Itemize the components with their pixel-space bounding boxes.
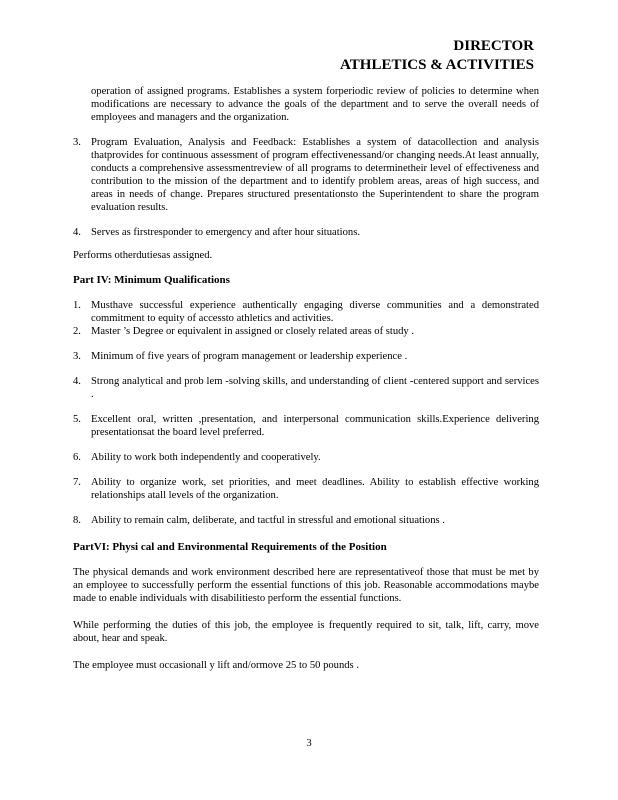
qualification-item [73,514,539,527]
qualification-text: Master ’s Degree or equivalent in assigned or closely related areas of study . [91,326,415,337]
qualification-text: Excellent oral, written ,presentation, and interpersonal communication skills.Experience delivering presentationsat the board level preferred. [91,414,539,438]
qualification-item [73,476,539,502]
qualification-number: 3. [73,351,81,362]
duty-text: Program Evaluation, Analysis and Feedback: Establishes a system of datacollection and analysis thatprovides for continuous assessment of program effectivenessand/or changing needs.At least annually, conducts a comprehensive assessmentreview of all programs to determinetheir level of effectiveness and contribution to the mission of the department and to identify problem areas, areas of high success, and areas in needs of change. Prepares structured presentationsto the Superintendent to share the program evaluation results. [91,137,539,213]
page-number: 3 [306,738,312,749]
qualification-number: 8. [73,515,81,526]
qualification-number: 4. [73,376,81,387]
document-title-line1: DIRECTOR [453,38,534,54]
qualification-item [73,451,539,464]
duty-number: 4. [73,227,81,238]
qualification-text: Ability to work both independently and cooperatively. [91,452,321,463]
qualification-item [73,375,539,401]
qualification-number: 5. [73,414,81,425]
qualification-item [73,325,539,338]
part6-paragraph: The physical demands and work environment described here are representativeof those that must be met by an employee to successfully perform the essential functions of this job. Reasonable accommodations maybe made to enable individuals with disabilitiesto perform the essential functions. [73,567,539,604]
duty-text: Serves as firstresponder to emergency and after hour situations. [91,227,360,238]
part6-paragraph: While performing the duties of this job, the employee is frequently required to sit, talk, lift, carry, move about, hear and speak. [73,620,539,644]
document-title-line2: ATHLETICS & ACTIVITIES [340,57,534,73]
qualification-text: Musthave successful experience authentically engaging diverse communities and a demonstrated commitment to equity of accessto athletics and activities. [91,300,539,324]
qualification-text: Ability to remain calm, deliberate, and tactful in stressful and emotional situations . [91,515,445,526]
part6-heading: PartVI: Physi cal and Environmental Requirements of the Position [73,541,387,553]
qualification-item [73,413,539,439]
qualification-number: 1. [73,300,81,311]
qualification-text: Ability to organize work, set priorities, and meet deadlines. Ability to establish effective working relationships atall levels of the organization. [91,477,539,501]
duty-number: 3. [73,137,81,148]
part4-heading: Part IV: Minimum Qualifications [73,274,230,286]
qualification-number: 6. [73,452,81,463]
part6-paragraph: The employee must occasionall y lift and/ormove 25 to 50 pounds . [73,660,359,671]
duty-item [73,226,539,239]
qualification-item [73,299,539,325]
continuation-paragraph: operation of assigned programs. Establishes a system forperiodic review of policies to determine when modifications are necessary to advance the goals of the department and to serve the overall needs of employees and managers and the organization. [91,86,539,123]
qualification-text: Minimum of five years of program management or leadership experience . [91,351,408,362]
qualification-number: 7. [73,477,81,488]
qualification-item [73,350,539,363]
qualification-number: 2. [73,326,81,337]
qualification-text: Strong analytical and prob lem -solving skills, and understanding of client -centered support and services . [91,376,539,400]
other-duties-text: Performs otherdutiesas assigned. [73,250,213,261]
document-body [73,85,539,672]
duty-item [73,136,539,214]
